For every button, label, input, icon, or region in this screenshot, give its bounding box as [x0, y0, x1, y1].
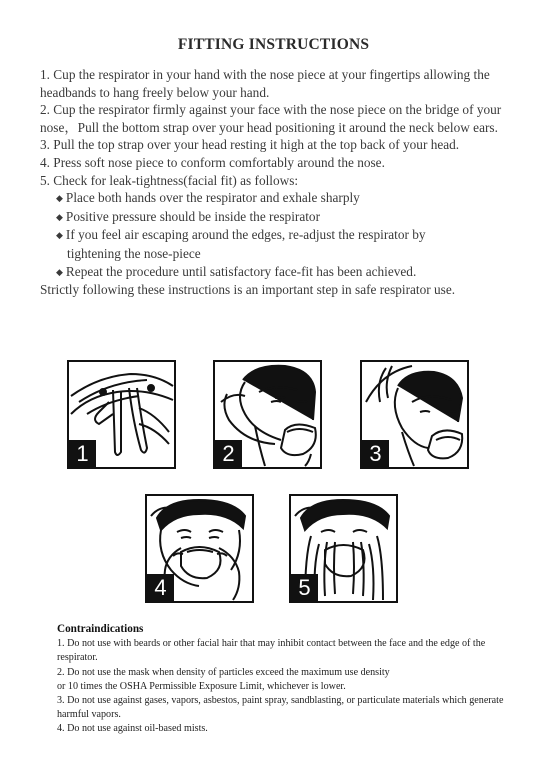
- contraindication-item: 2. Do not use the mask when density of particles exceed the maximum use density: [57, 666, 390, 678]
- contraindications-section: [57, 622, 507, 737]
- step-1: 1. Cup the respirator in your hand with the nose piece at your fingertips allowing the headbands to hang freely below your hand.: [40, 67, 490, 100]
- figure-number: 3: [362, 440, 389, 467]
- diamond-bullet-icon: ◆: [56, 266, 63, 277]
- diamond-bullet-icon: ◆: [56, 211, 63, 222]
- page-title: FITTING INSTRUCTIONS: [177, 36, 370, 53]
- closing-line: Strictly following these instructions is an important step in safe respirator use.: [40, 282, 456, 298]
- step-4: 4. Press soft nose piece to conform comfortably around the nose.: [40, 154, 385, 170]
- figure-number: 1: [69, 440, 96, 467]
- contraindication-item: 4. Do not use against oil-based mists.: [57, 723, 208, 735]
- bullet-item: ◆ Repeat the procedure until satisfactory face-fit has been achieved.: [56, 263, 417, 279]
- step-3: 3. Pull the top strap over your head resting it high at the top back of your head.: [40, 137, 460, 153]
- bullet-item: ◆ Place both hands over the respirator and exhale sharply: [56, 190, 360, 206]
- figure-3: [360, 360, 469, 469]
- diamond-bullet-icon: ◆: [56, 193, 63, 204]
- figure-1: [67, 360, 176, 469]
- diamond-bullet-icon: ◆: [56, 230, 63, 241]
- step-5: 5. Check for leak-tightness(facial fit) as follows:: [40, 172, 299, 188]
- instruction-steps: [40, 66, 510, 299]
- figure-number: 4: [147, 574, 174, 601]
- bullet-continuation: tightening the nose-piece: [67, 245, 201, 261]
- contraindication-item: 3. Do not use against gases, vapors, asbestos, paint spray, sandblasting, or particulate materials which generate harmful vapors.: [57, 695, 504, 721]
- contraindication-item: 1. Do not use with beards or other facial hair that may inhibit contact between the face and the edge of the respirator.: [57, 638, 486, 664]
- step-2: 2. Cup the respirator firmly against your face with the nose piece on the bridge of your nose，Pull the bottom strap over your head positioning it around the neck below ears.: [40, 102, 502, 135]
- figure-2: [213, 360, 322, 469]
- figure-5: [289, 494, 398, 603]
- contraindication-item: or 10 times the OSHA Permissible Exposure Limit, whichever is lower.: [57, 680, 346, 692]
- figure-4: [145, 494, 254, 603]
- figure-number: 2: [215, 440, 242, 467]
- bullet-item: ◆ Positive pressure should be inside the respirator: [56, 208, 320, 224]
- bullet-item: ◆ If you feel air escaping around the edges, re-adjust the respirator by: [56, 227, 426, 243]
- contraindications-heading: Contraindications: [57, 623, 144, 635]
- figure-number: 5: [291, 574, 318, 601]
